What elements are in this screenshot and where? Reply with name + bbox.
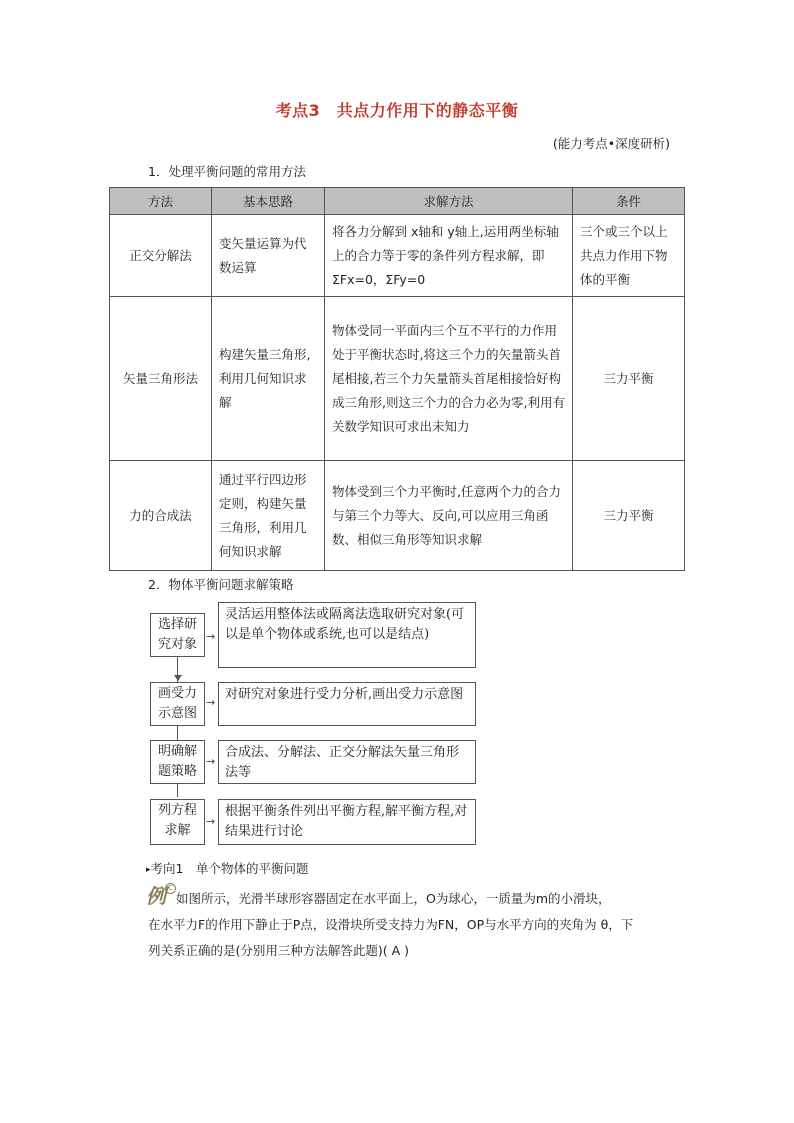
flow-step-label: 选择研究对象 [157,617,197,652]
flow-step-box [150,613,205,657]
example-line [146,883,686,912]
direction-text: 考向1 单个物体的平衡问题 [150,861,309,876]
flow-description-box [218,682,476,726]
flow-arrow-icon: → [206,630,216,643]
table-row [110,215,685,297]
table-cell-idea: 通过平行四边形定则，构建矢量三角形，利用几何知识求解 [212,461,325,571]
table-cell-method: 正交分解法 [110,215,212,297]
flow-description-box [218,740,476,784]
flow-description-box [218,799,476,845]
flow-step-box [150,682,205,726]
table-cell-solution: 将各力分解到 x轴和 y轴上,运用两坐标轴上的合力等于零的条件列方程求解，即ΣFx=0，ΣFy=0 [325,215,573,297]
flow-description-text: 灵活运用整体法或隔离法选取研究对象(可以是单个物体或系统,也可以是结点) [225,607,465,642]
flow-step-label: 列方程求解 [157,803,197,838]
table-cell-method: 矢量三角形法 [110,297,212,461]
flow-arrow-down-icon [174,675,182,681]
example-icon: 例 [146,884,166,908]
table-cell-condition: 三个或三个以上共点力作用下物体的平衡 [573,215,685,297]
section-heading-strategy: 2．物体平衡问题求解策略 [148,577,294,592]
example-block [146,883,686,964]
flow-description-box [218,602,476,668]
methods-table [109,187,685,571]
flow-step-label: 画受力示意图 [157,686,197,721]
direction-marker-icon: ▸ [146,865,151,875]
table-cell-solution: 物体受到三个力平衡时,任意两个力的合力与第三个力等大、反向,可以应用三角函数、相似三角形等知识求解 [325,461,573,571]
flow-arrow-icon: → [206,696,216,709]
section-subtitle: (能力考点•深度研析) [552,136,670,151]
table-cell-method: 力的合成法 [110,461,212,571]
flow-step-label: 明确解题策略 [157,744,197,779]
flow-arrow-icon: → [206,755,216,768]
flow-description-text: 对研究对象进行受力分析,画出受力示意图 [225,687,464,702]
table-header-cell: 基本思路 [212,188,325,215]
table-row [110,461,685,571]
example-text-line1: 如图所示，光滑半球形容器固定在水平面上，O为球心，一质量为m的小滑块， [176,891,611,906]
table-cell-condition: 三力平衡 [573,297,685,461]
table-header-cell: 求解方法 [325,188,573,215]
section-title: 考点3 共点力作用下的静态平衡 [275,101,519,120]
flow-arrow-icon: → [206,815,216,828]
table-cell-solution: 物体受同一平面内三个互不平行的力作用处于平衡状态时,将这三个力的矢量箭头首尾相接,若三个力矢量箭头首尾相接恰好构成三角形,则这三个力的合力必为零,利用有关数学知识可求出未知力 [325,297,573,461]
flow-step-box [150,740,205,784]
direction-heading [146,859,309,877]
table-cell-condition: 三力平衡 [573,461,685,571]
example-text-line2: 在水平力F的作用下静止于P点，设滑块所受支持力为FN，OP与水平方向的夹角为 θ，下 [148,917,634,932]
flow-description-text: 合成法、分解法、正交分解法矢量三角形法等 [225,745,460,780]
table-header-cell: 条件 [573,188,685,215]
table-cell-idea: 变矢量运算为代数运算 [212,215,325,297]
table-row [110,297,685,461]
table-cell-idea: 构建矢量三角形,利用几何知识求解 [212,297,325,461]
flow-description-text: 根据平衡条件列出平衡方程,解平衡方程,对结果进行讨论 [225,804,468,839]
example-text-line3: 列关系正确的是(分别用三种方法解答此题)( A ) [148,943,410,958]
example-badge-icon: C [165,883,176,894]
flow-step-box [150,799,205,845]
section-heading-methods: 1．处理平衡问题的常用方法 [148,164,306,179]
table-header-row [110,188,685,215]
table-header-cell: 方法 [110,188,212,215]
